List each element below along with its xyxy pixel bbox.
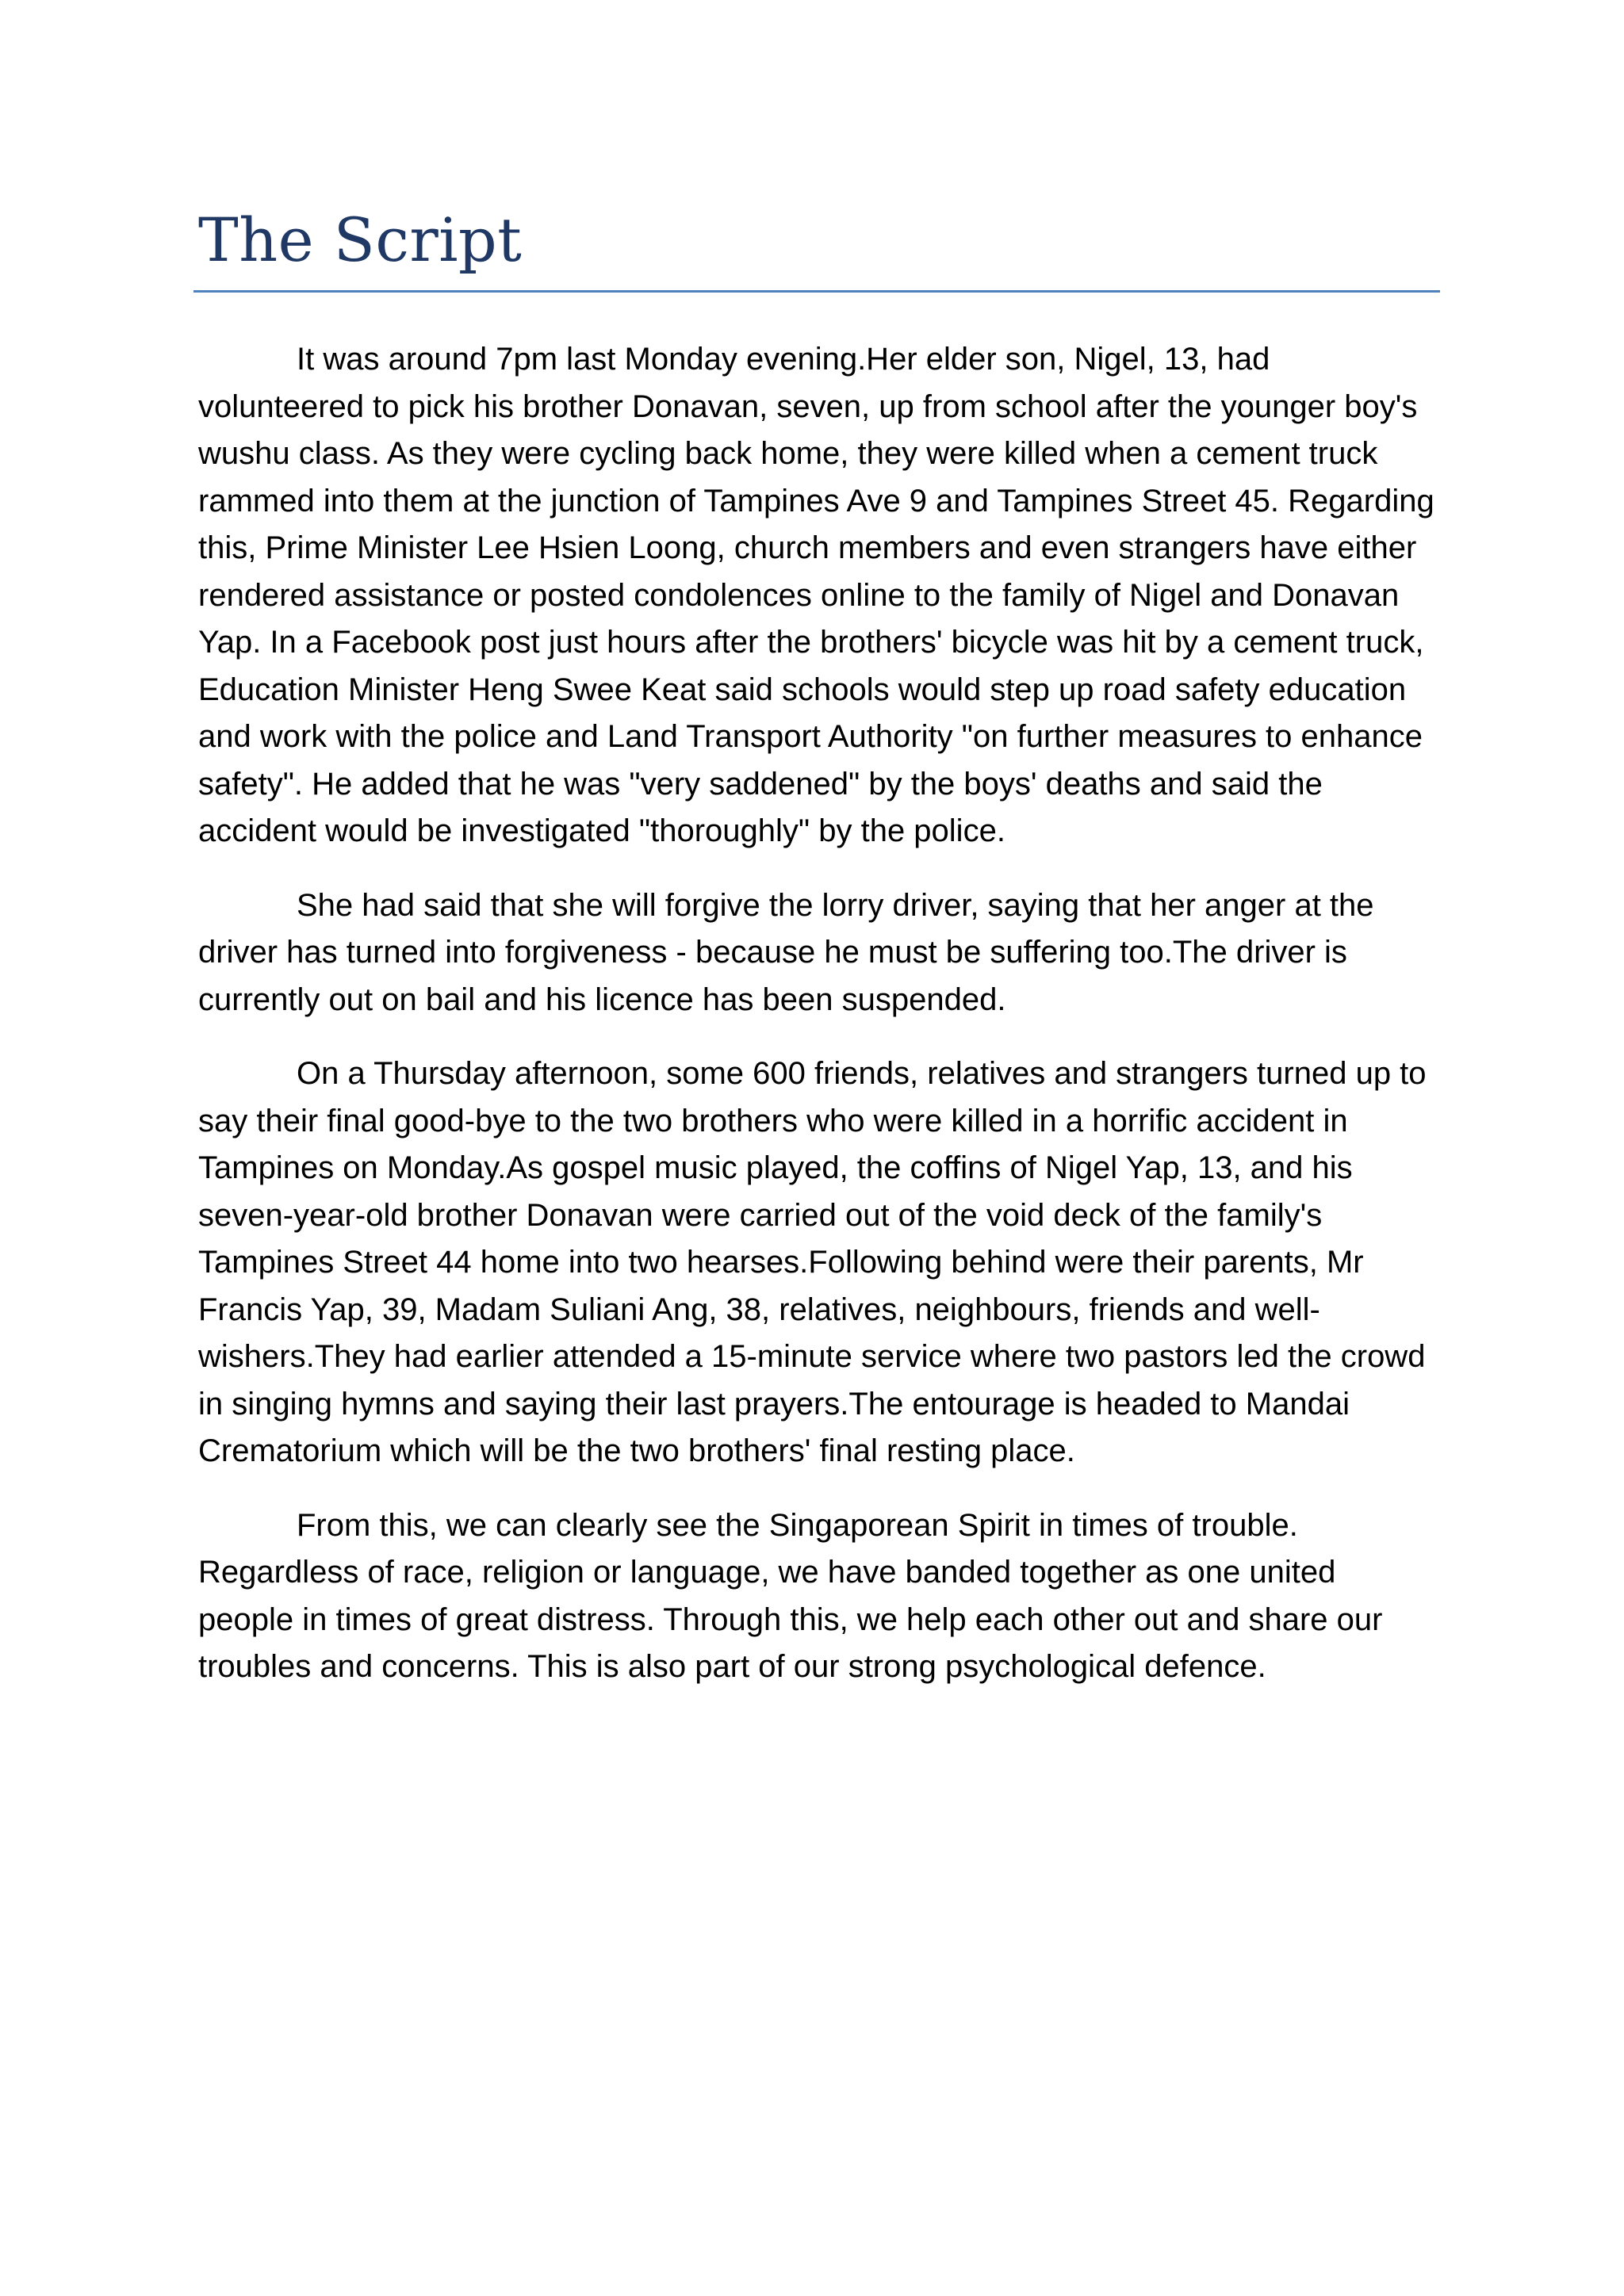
document-title: The Script xyxy=(198,205,523,275)
paragraph-2: She had said that she will forgive the lorry driver, saying that her anger at the driver has turned into forgiveness - because he must be suffering too.The driver is currently out on bail and his licence has been suspended. xyxy=(198,887,1374,1017)
paragraph-4: From this, we can clearly see the Singaporean Spirit in times of trouble. Regardless of race, religion or language, we have banded together as one united people in times of great distress. Through this, we help each other out and share our troubles and concerns. This is also part of our strong psychological defence. xyxy=(198,1507,1383,1684)
title-underline xyxy=(193,290,1440,293)
paragraph-3: On a Thursday afternoon, some 600 friends, relatives and strangers turned up to say their final good-bye to the two brothers who were killed in a horrific accident in Tampines on Monday.As gospel music played, the coffins of Nigel Yap, 13, and his seven-year-old brother Donavan were carried out of the void deck of the family's Tampines Street 44 home into two hearses.Following behind were their parents, Mr Francis Yap, 39, Madam Suliani Ang, 38, relatives, neighbours, friends and well-wishers.They had earlier attended a 15-minute service where two pastors led the crowd in singing hymns and saying their last prayers.The entourage is headed to Mandai Crematorium which will be the two brothers' final resting place. xyxy=(198,1056,1427,1468)
paragraph-1: It was around 7pm last Monday evening.Her elder son, Nigel, 13, had volunteered to pick his brother Donavan, seven, up from school after the younger boy's wushu class. As they were cycling back home, they were killed when a cement truck rammed into them at the junction of Tampines Ave 9 and Tampines Street 45. Regarding this, Prime Minister Lee Hsien Loong, church members and even strangers have either rendered assistance or posted condolences online to the family of Nigel and Donavan Yap. In a Facebook post just hours after the brothers' bicycle was hit by a cement truck, Education Minister Heng Swee Keat said schools would step up road safety education and work with the police and Land Transport Authority "on further measures to enhance safety". He added that he was "very saddened" by the boys' deaths and said the accident would be investigated "thoroughly" by the police. xyxy=(198,342,1434,848)
document-content xyxy=(198,197,1435,1684)
document-body xyxy=(198,336,1435,1718)
